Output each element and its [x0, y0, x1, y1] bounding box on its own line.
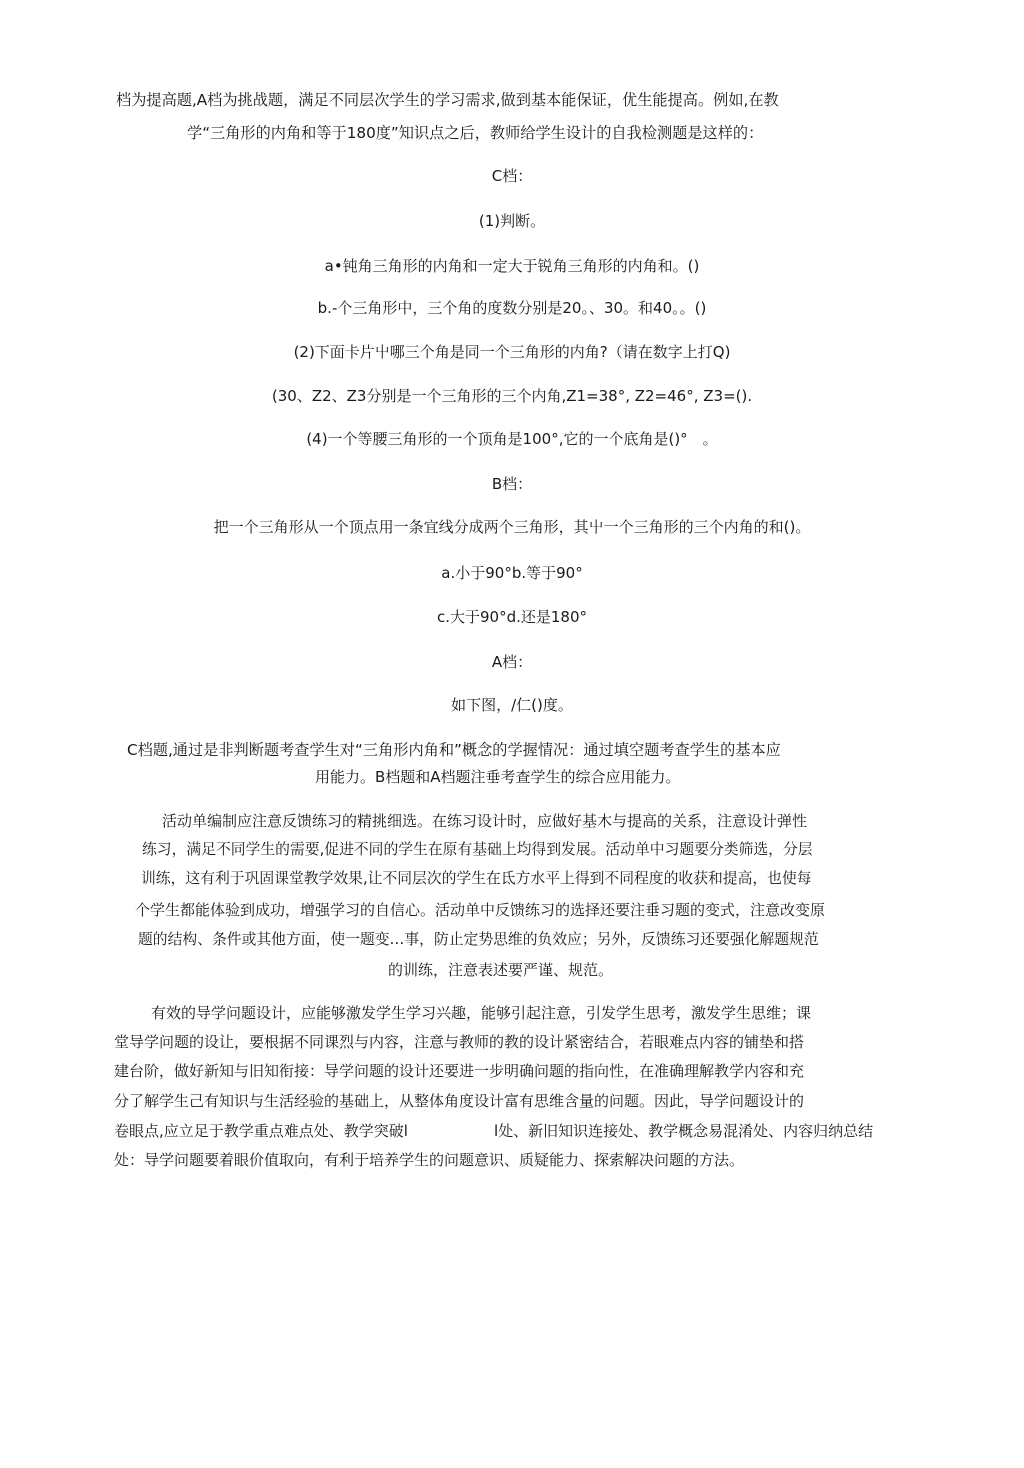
c-q2: (2)下面卡片屮哪三个角是同一个三角形的内角?（请在数字上打Q): [293, 343, 731, 361]
intro-line-2: 学“三角形的内角和等于180度”知识点之后，教师给学生设计的自我检测题是这样的：: [187, 124, 764, 142]
b-options-cd: c.大于90°d.还是180°: [436, 608, 588, 626]
c-section-heading: C档：: [491, 167, 533, 185]
p3-line-6: 处：导学问题要着眼价值取向，有利于培养学生的问题意识、质疑能力、探索解决问题的方法。: [114, 1151, 745, 1169]
p2-line-5: 题的结构、条件或其他方面，使一题变…事，防止定势思维的负效应；另外，反馈练习还要强化解题规范: [138, 931, 819, 948]
b-question: 把一个三角形从一个顶点用一条宜线分成两个三角形，其屮一个三角形的三个内角的和()。: [213, 518, 811, 536]
a-section-heading: A档：: [491, 653, 533, 671]
intro-line-1: 档为提高题,A档为挑战题，满足不同层次学生的学习需求,做到基本能保证，优生能提高。例如,在教: [116, 91, 779, 109]
p2-line-6: 的训练，注意表述要严谨、规范。: [388, 961, 614, 979]
p3-line-1: 有效的导学问题设计，应能够激发学生学习兴趣，能够引起注意，引发学生思考，激发学生思维；课: [151, 1004, 812, 1022]
p3-line-3: 建台阶，做好新知与旧知衔接：导学问题的设计还要进一步明确问题的指向性，在准确理解教学内容和充: [114, 1062, 805, 1080]
c-q1-title: (1)判断。: [478, 212, 546, 230]
c-q1a: a•钝角三角形的内角和一定大于锐角三角形的内角和。(): [324, 257, 700, 275]
summary-line-2: 用能力。B档题和A档题注垂考查学生的综合应用能力。: [315, 768, 681, 786]
b-section-heading: B档：: [491, 475, 533, 493]
c-q4: (4)一个等腰三角形的一个顶角是100°,它的一个底角是()° 。: [306, 430, 718, 448]
p2-line-1: 活动单编制应注意反馈练习的精挑细选。在练习设计时，应做好基木与提高的关系，注意设计弹性: [162, 812, 808, 830]
p2-line-2: 练习，满足不同学生的需要,促进不同的学生在原有基础上均得到发展。活动单中习题要分类筛选，分层: [142, 841, 813, 858]
summary-line-1: C档题,通过是非判断题考查学生对“三角形内角和”概念的学握情况：通过填空题考查学生的基本应: [127, 741, 781, 759]
p2-line-3: 训练，这有利于巩固课堂教学效果,让不同层次的学生在氐方水平上得到不同程度的收获和提高，也使每: [141, 870, 812, 887]
p2-line-4: 个学生都能体验到成功，增强学习的自信心。活动单中反馈练习的选择还要注垂习题的变式，注意改变原: [135, 901, 826, 919]
p3-line-5b: l处、新旧知识连接处、教学概念易混淆处、内容归纳总结: [494, 1122, 874, 1140]
p3-line-5a: 卷眼点,应立足于教学重点难点处、教学突破l: [114, 1122, 408, 1140]
c-q3: (30、Z2、Z3分别是一个三角形的三个内角,Z1=38°, Z2=46°, Z3=().: [271, 387, 753, 405]
b-options-ab: a.小于90°b.等于90°: [441, 564, 583, 582]
p3-line-2: 堂导学问题的设让，要根据不同课烈与内容，注意与教师的教的设计紧密结合，若眼难点内容的铺垫和搭: [114, 1033, 805, 1051]
p3-line-4: 分了解学生己有知识与生活经验的基础上，从整体角度设计富有思维含量的问题。因此，导学问题设计的: [114, 1092, 805, 1110]
c-q1b: b.-个三角形中，三个角的度数分别是20。、30。和40。。(): [317, 299, 707, 317]
a-question: 如下图，/仁()度。: [451, 696, 573, 714]
